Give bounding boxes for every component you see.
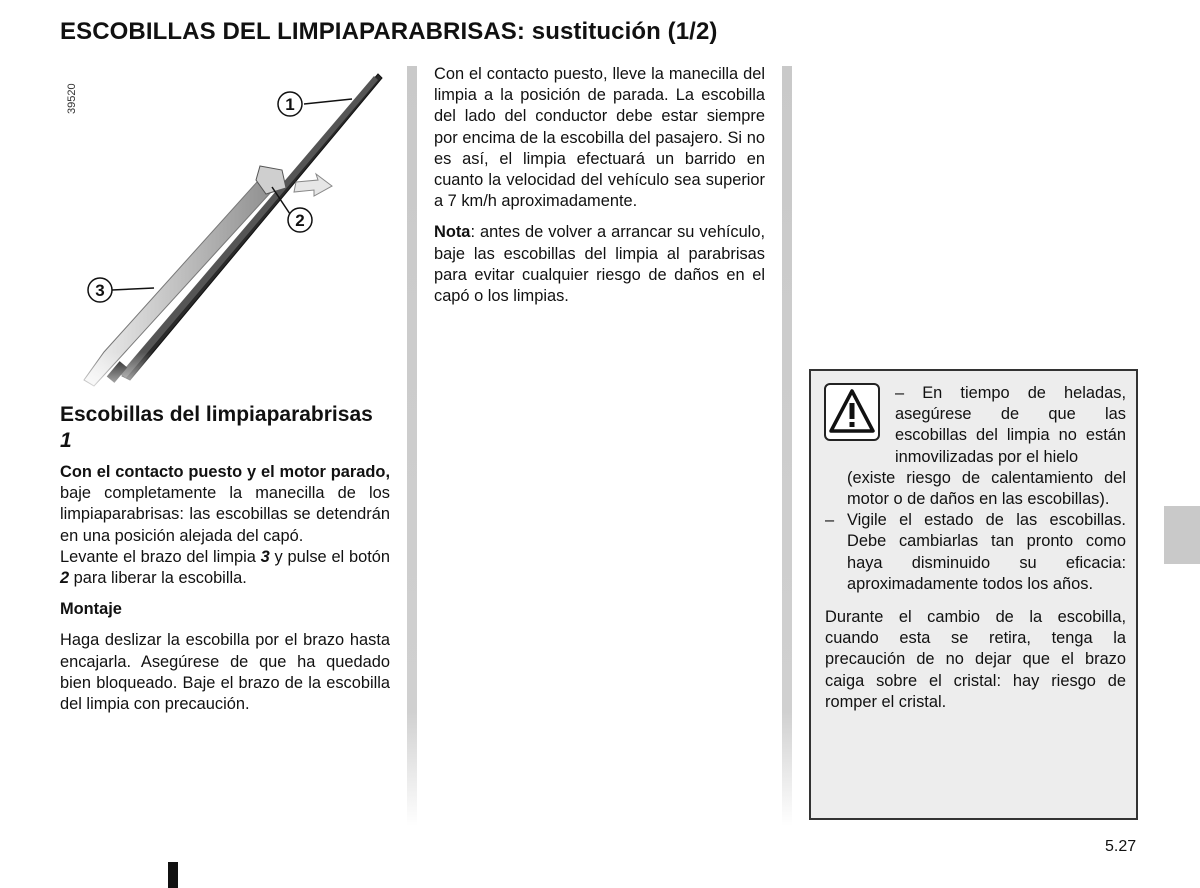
paragraph-lower-wipers-text: baje completamente la manecilla de los limpiaparabrisas: las escobillas se detendrán en una posición alejada del capó. xyxy=(60,484,390,545)
note-text: : antes de volver a arrancar su vehículo, baje las escobillas del limpia al parabrisas para evitar cualquier riesgo de daños en el capó o los limpias. xyxy=(434,223,765,306)
warning-item-1-first-text: En tiempo de heladas, asegúrese de que las escobillas del limpia no están inmovilizadas por el hielo xyxy=(895,384,1126,466)
paragraph-raise-arm xyxy=(60,547,390,589)
wiper-illustration xyxy=(60,62,400,402)
warning-item-1-first xyxy=(825,383,1126,468)
warning-final-paragraph: Durante el cambio de la escobilla, cuando esta se retira, tenga la precaución de no dejar que el brazo caiga sobre el cristal: hay riesgo de romper el cristal. xyxy=(825,608,1126,711)
warning-item-1-rest: (existe riesgo de calentamiento del motor o de daños en las escobillas). xyxy=(847,468,1126,509)
paragraph-raise-arm-b: y pulse el botón xyxy=(269,547,390,566)
wiper-drawing xyxy=(60,62,400,402)
page-number: 5.27 xyxy=(1105,838,1137,855)
warning-box xyxy=(809,369,1138,820)
warning-text xyxy=(825,383,1126,713)
ref-button: 2 xyxy=(60,569,70,588)
paragraph-lower-wipers xyxy=(60,462,390,547)
paragraph-raise-arm-a: Levante el brazo del limpia xyxy=(60,547,261,566)
ref-arm: 3 xyxy=(260,547,270,566)
subheading-montaje: Montaje xyxy=(60,600,122,619)
paragraph-bold-lead: Con el contacto puesto y el motor parado, xyxy=(60,463,390,481)
middle-column xyxy=(434,64,765,307)
paragraph-note xyxy=(434,222,765,307)
crop-mark xyxy=(168,862,178,888)
note-label: Nota xyxy=(434,223,471,242)
wiper-blade-edge xyxy=(120,76,378,378)
callout-3-leader xyxy=(112,288,154,290)
callout-1: 1 xyxy=(285,95,295,114)
callout-1-leader xyxy=(304,99,352,104)
section-heading-ref: 1 xyxy=(60,429,72,452)
callout-3: 3 xyxy=(95,281,105,300)
warning-item-2-text: Vigile el estado de las escobillas. Debe cambiarlas tan pronto como haya disminuido su eficacia: aproximadamente todos los años. xyxy=(847,511,1126,593)
section-heading-text: Escobillas del limpiaparabrisas xyxy=(60,403,373,426)
chapter-tab xyxy=(1164,506,1200,564)
page-title: ESCOBILLAS DEL LIMPIAPARABRISAS: sustitución (1/2) xyxy=(60,18,718,45)
warning-item-2 xyxy=(825,510,1126,595)
figure-code: 39520 xyxy=(66,83,78,114)
warning-dash-2: – xyxy=(825,511,835,530)
paragraph-montaje: Haga deslizar la escobilla por el brazo hasta encajarla. Asegúrese de que ha quedado bien bloqueado. Baje el brazo de la escobilla del limpia con precaución. xyxy=(60,631,390,714)
callout-2: 2 xyxy=(295,211,305,230)
column-divider-left xyxy=(407,66,417,826)
fade-overlay xyxy=(60,352,180,402)
section-heading xyxy=(60,402,390,454)
paragraph-raise-arm-c: para liberar la escobilla. xyxy=(69,569,247,588)
warning-dash-1: – xyxy=(895,384,905,402)
column-divider-right xyxy=(782,66,792,826)
left-column xyxy=(60,402,390,715)
paragraph-parking-position: Con el contacto puesto, lleve la manecilla del limpia a la posición de parada. La escobilla del lado del conductor debe estar siempre por encima de la escobilla del pasajero. Si no es así, el limpia efectuará un barrido en cuanto la velocidad del vehículo sea superior a 7 km/h aproximadamente. xyxy=(434,65,765,211)
